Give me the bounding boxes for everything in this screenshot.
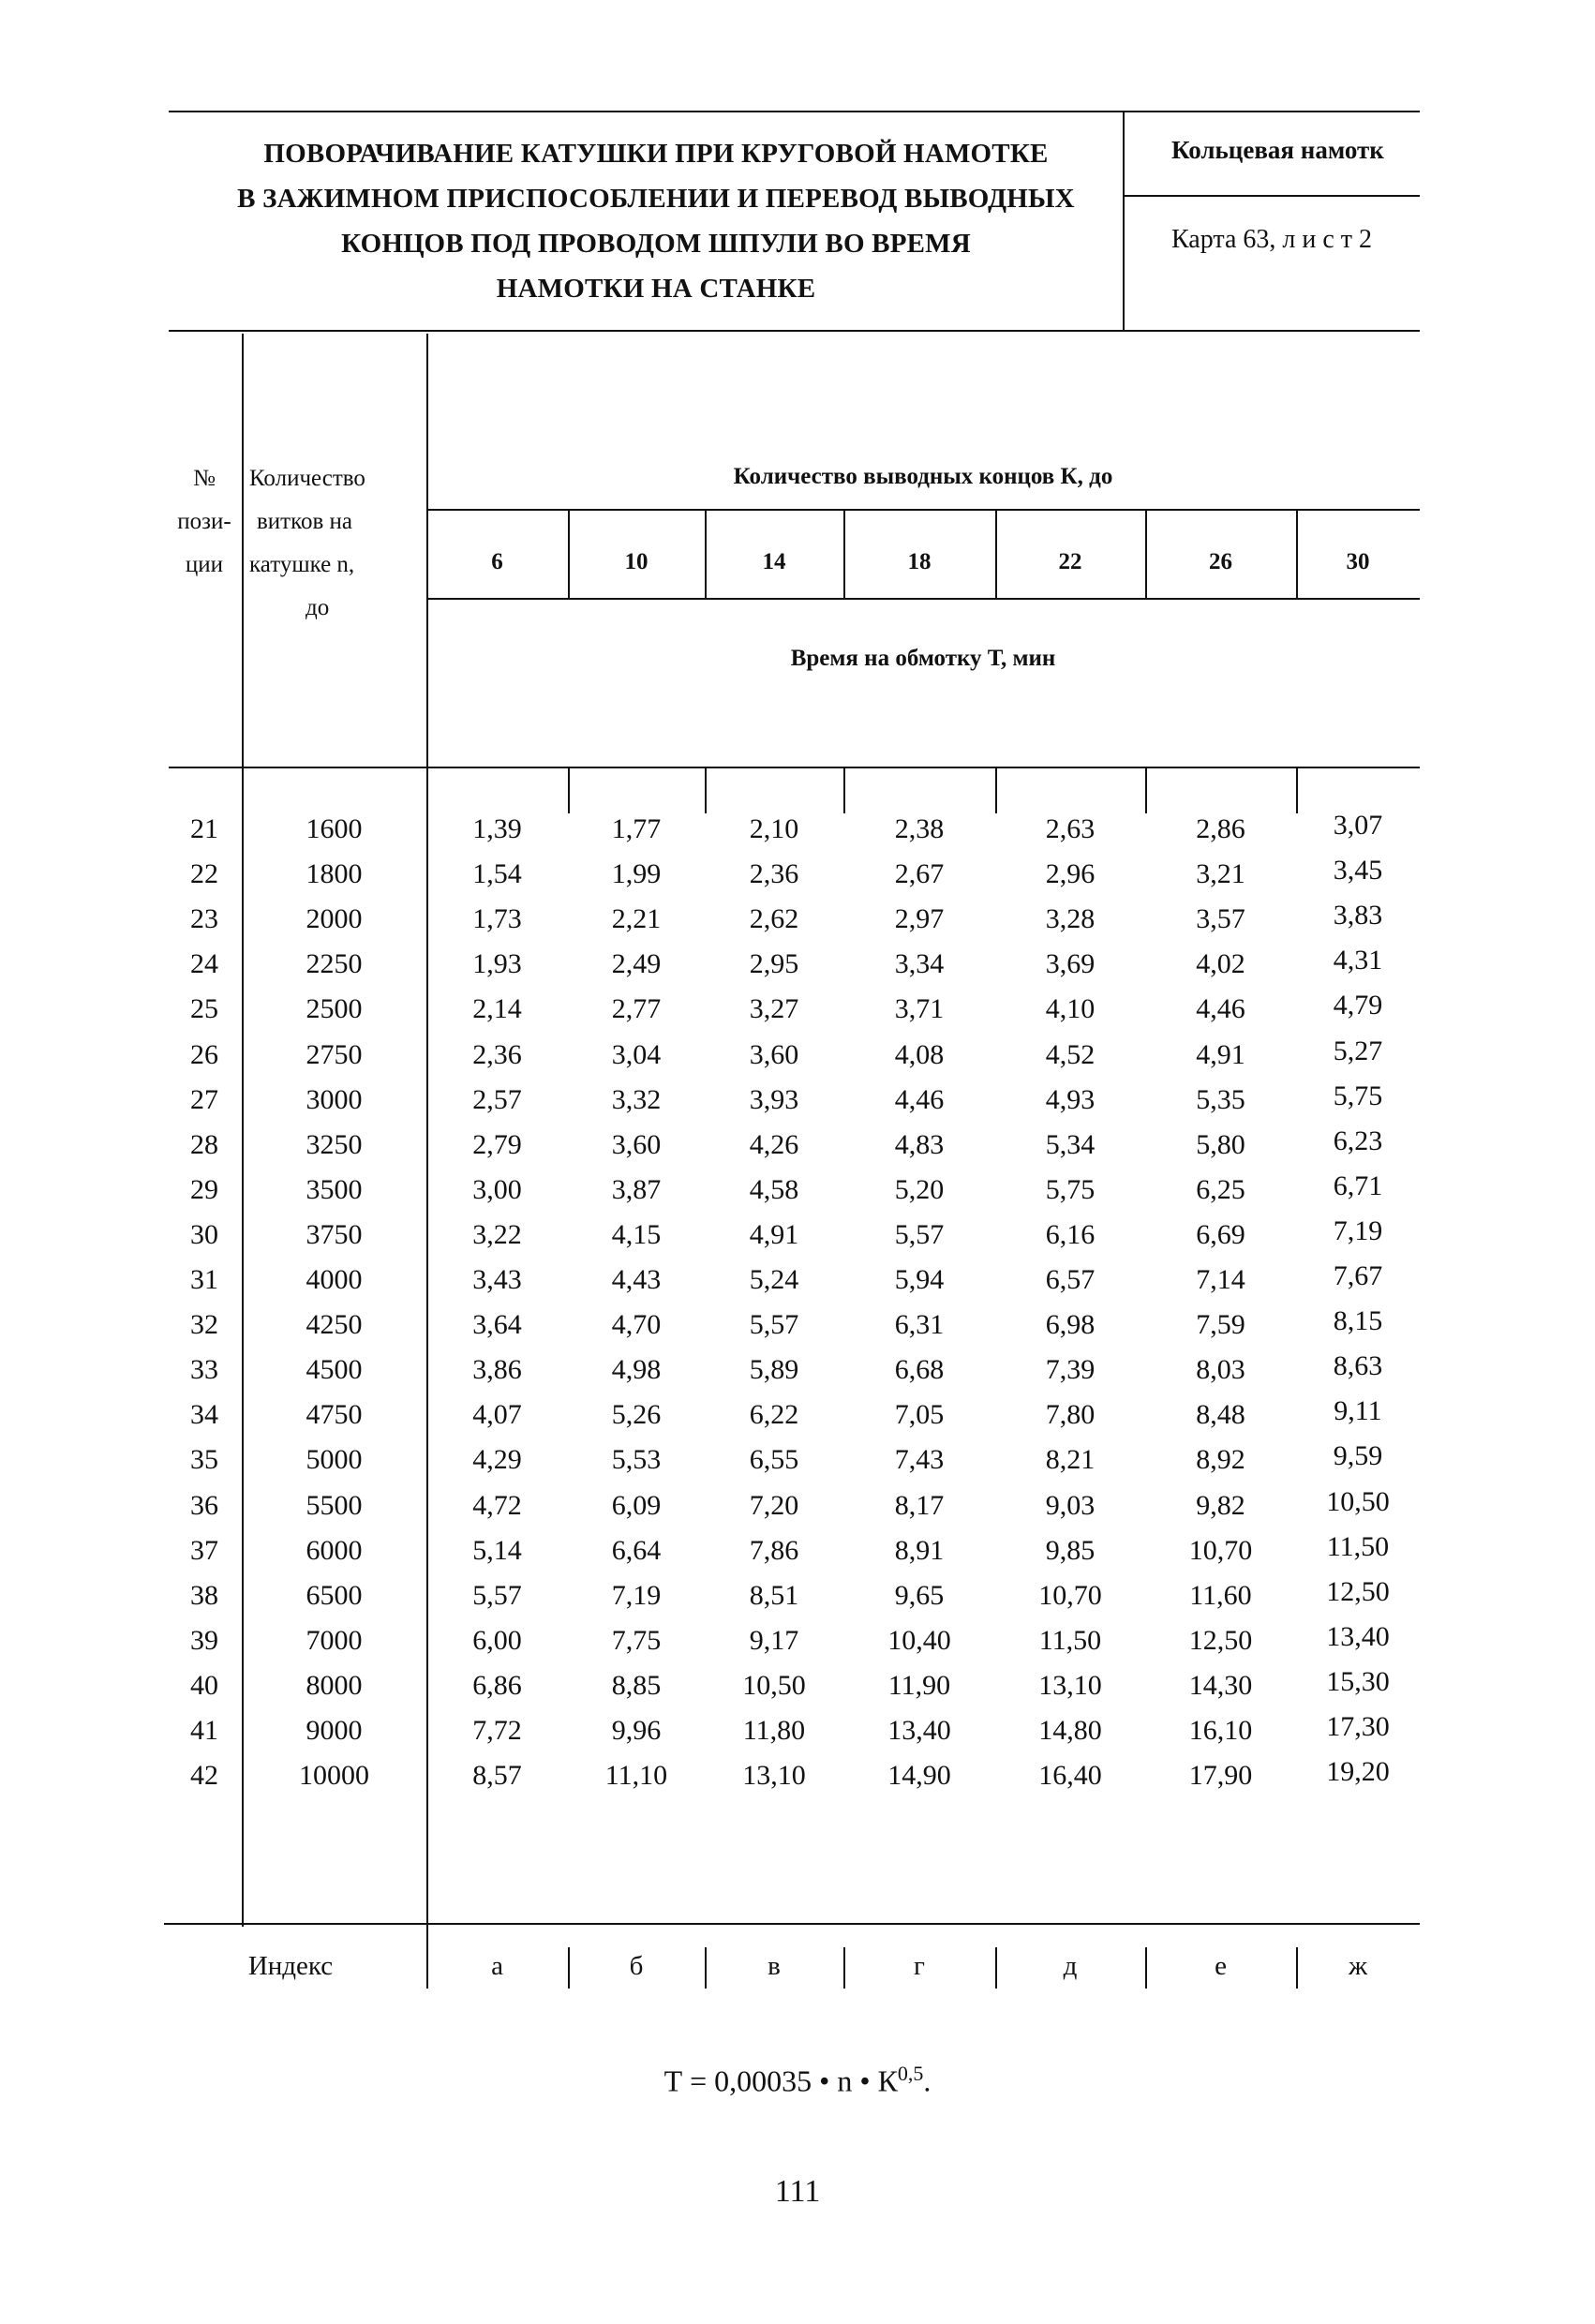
header-bottom-rule xyxy=(169,330,1420,332)
time-cell: 6,71 xyxy=(1333,1169,1383,1201)
time-cell: 3,86 xyxy=(472,1354,522,1386)
formula xyxy=(0,2062,1595,2099)
time-cell: 5,35 xyxy=(1196,1083,1245,1115)
header-text: № xyxy=(193,466,216,491)
body-col-separator xyxy=(1296,767,1298,813)
position-cell: 40 xyxy=(190,1669,218,1701)
index-col-separator xyxy=(1145,1947,1147,1989)
position-cell: 38 xyxy=(190,1579,218,1611)
time-cell: 1,73 xyxy=(472,903,522,935)
turns-cell: 8000 xyxy=(306,1669,363,1701)
time-cell: 5,75 xyxy=(1045,1173,1096,1205)
category-label: Кольцевая намотк xyxy=(1171,136,1384,164)
position-cell: 33 xyxy=(190,1354,218,1386)
time-cell: 8,03 xyxy=(1196,1354,1245,1386)
time-cell: 9,11 xyxy=(1334,1395,1382,1427)
turns-cell: 3000 xyxy=(306,1083,363,1115)
position-cell: 27 xyxy=(190,1083,218,1115)
time-cell: 6,31 xyxy=(894,1309,945,1341)
time-cell: 4,07 xyxy=(472,1399,522,1431)
time-cell: 6,16 xyxy=(1045,1218,1096,1250)
time-cell: 12,50 xyxy=(1188,1624,1253,1656)
time-cell: 8,92 xyxy=(1196,1444,1245,1476)
time-cell: 3,64 xyxy=(472,1309,522,1341)
header-text: Количество xyxy=(249,466,365,491)
turns-cell: 6000 xyxy=(306,1534,363,1566)
time-cell: 10,70 xyxy=(1038,1579,1102,1611)
time-cell: 2,95 xyxy=(749,948,799,980)
time-cell: 13,40 xyxy=(1326,1620,1390,1652)
body-col-separator xyxy=(1145,767,1147,813)
time-cell: 5,14 xyxy=(472,1534,522,1566)
time-cell: 10,50 xyxy=(1326,1485,1390,1517)
k-col-separator xyxy=(995,509,997,598)
time-cell: 8,63 xyxy=(1333,1350,1383,1382)
time-cell: 6,69 xyxy=(1196,1218,1245,1250)
time-cell: 5,34 xyxy=(1045,1128,1096,1160)
time-cell: 11,60 xyxy=(1189,1579,1252,1611)
time-cell: 2,63 xyxy=(1045,813,1096,844)
turns-cell: 6500 xyxy=(306,1579,363,1611)
time-cell: 9,82 xyxy=(1196,1489,1245,1521)
index-col-separator xyxy=(995,1947,997,1989)
turns-cell: 1600 xyxy=(306,813,363,844)
title-line: В ЗАЖИМНОМ ПРИСПОСОБЛЕНИИ И ПЕРЕВОД ВЫВОДНЫХ xyxy=(237,184,1075,214)
time-cell: 8,85 xyxy=(611,1669,662,1701)
time-cell: 4,43 xyxy=(611,1264,662,1295)
time-cell: 3,60 xyxy=(611,1128,662,1160)
time-cell: 5,27 xyxy=(1333,1035,1383,1066)
time-cell: 15,30 xyxy=(1326,1665,1390,1697)
position-column-header xyxy=(167,457,242,587)
time-cell: 7,86 xyxy=(749,1534,799,1566)
time-cell: 7,59 xyxy=(1196,1309,1245,1341)
time-cell: 4,58 xyxy=(749,1173,799,1205)
position-cell: 23 xyxy=(190,903,218,935)
time-cell: 14,80 xyxy=(1038,1715,1102,1746)
index-cell: ж xyxy=(1348,1951,1368,1981)
document-title xyxy=(216,131,1096,311)
time-cell: 5,57 xyxy=(749,1309,799,1341)
index-cell: а xyxy=(491,1951,503,1981)
time-cell: 5,26 xyxy=(611,1399,662,1431)
turns-cell: 7000 xyxy=(306,1624,363,1656)
title-line: НАМОТКИ НА СТАНКЕ xyxy=(496,274,816,304)
time-cell: 11,80 xyxy=(742,1715,806,1746)
time-cell: 4,93 xyxy=(1045,1083,1096,1115)
time-cell: 6,23 xyxy=(1333,1125,1383,1156)
time-cell: 2,96 xyxy=(1045,858,1096,890)
time-cell: 4,10 xyxy=(1045,993,1096,1025)
time-cell: 7,75 xyxy=(611,1624,662,1656)
time-cell: 4,98 xyxy=(611,1354,662,1386)
time-cell: 12,50 xyxy=(1326,1575,1390,1607)
time-cell: 4,83 xyxy=(894,1128,945,1160)
time-cell: 4,31 xyxy=(1333,945,1383,976)
time-cell: 17,90 xyxy=(1188,1760,1253,1792)
turns-cell: 2000 xyxy=(306,903,363,935)
time-cell: 13,40 xyxy=(887,1715,951,1746)
time-cell: 3,43 xyxy=(472,1264,522,1295)
index-row-rule xyxy=(164,1923,1420,1925)
time-cell: 11,10 xyxy=(604,1760,668,1792)
position-cell: 42 xyxy=(190,1760,218,1792)
turns-cell: 2500 xyxy=(306,993,363,1025)
time-cell: 3,93 xyxy=(749,1083,799,1115)
time-cell: 3,00 xyxy=(472,1173,522,1205)
time-cell: 3,32 xyxy=(611,1083,662,1115)
time-cell: 3,22 xyxy=(472,1218,522,1250)
time-cell: 1,77 xyxy=(611,813,662,844)
title-line: ПОВОРАЧИВАНИЕ КАТУШКИ ПРИ КРУГОВОЙ НАМОТКЕ xyxy=(263,139,1049,169)
position-cell: 34 xyxy=(190,1399,218,1431)
time-cell: 5,20 xyxy=(894,1173,945,1205)
index-label: Индекс xyxy=(247,1951,334,1981)
time-cell: 7,20 xyxy=(749,1489,799,1521)
time-cell: 3,60 xyxy=(749,1038,799,1070)
time-cell: 3,34 xyxy=(894,948,945,980)
time-cell: 10,50 xyxy=(742,1669,806,1701)
time-cell: 4,08 xyxy=(894,1038,945,1070)
position-cell: 39 xyxy=(190,1624,218,1656)
time-cell: 10,40 xyxy=(887,1624,951,1656)
turns-cell: 3250 xyxy=(306,1128,363,1160)
time-cell: 2,86 xyxy=(1196,813,1245,844)
index-cell: в xyxy=(768,1951,781,1981)
k-col-separator xyxy=(568,509,570,598)
time-cell: 8,15 xyxy=(1333,1305,1383,1337)
time-cell: 4,29 xyxy=(472,1444,522,1476)
time-cell: 7,14 xyxy=(1196,1264,1245,1295)
k-value-header: 6 xyxy=(491,549,503,574)
time-cell: 11,90 xyxy=(887,1669,951,1701)
index-cell: г xyxy=(914,1951,925,1981)
time-cell: 7,72 xyxy=(472,1715,522,1746)
time-cell: 4,91 xyxy=(749,1218,799,1250)
time-cell: 8,21 xyxy=(1045,1444,1096,1476)
formula-text: Т = 0,00035 • n • К xyxy=(663,2063,898,2098)
time-cell: 4,26 xyxy=(749,1128,799,1160)
group-rule xyxy=(426,509,1420,511)
time-cell: 6,25 xyxy=(1196,1173,1245,1205)
time-cell: 6,22 xyxy=(749,1399,799,1431)
time-cell: 6,00 xyxy=(472,1624,522,1656)
time-cell: 5,53 xyxy=(611,1444,662,1476)
time-cell: 4,15 xyxy=(611,1218,662,1250)
time-cell: 3,45 xyxy=(1333,855,1383,886)
header-text: до xyxy=(306,595,330,620)
time-cell: 4,70 xyxy=(611,1309,662,1341)
index-cell: д xyxy=(1063,1951,1078,1981)
time-cell: 7,05 xyxy=(894,1399,945,1431)
time-cell: 13,10 xyxy=(1038,1669,1102,1701)
position-cell: 26 xyxy=(190,1038,218,1070)
header-text: катушке n, xyxy=(249,552,355,577)
formula-suffix: . xyxy=(923,2063,932,2098)
time-cell: 14,90 xyxy=(887,1760,951,1792)
time-cell: 9,03 xyxy=(1045,1489,1096,1521)
turns-cell: 2750 xyxy=(306,1038,363,1070)
body-col-separator xyxy=(568,767,570,813)
body-col-separator xyxy=(995,767,997,813)
turns-cell: 4750 xyxy=(306,1399,363,1431)
time-cell: 6,57 xyxy=(1045,1264,1096,1295)
turns-cell: 5500 xyxy=(306,1489,363,1521)
time-cell: 11,50 xyxy=(1038,1624,1102,1656)
turns-cell: 4250 xyxy=(306,1309,363,1341)
time-cell: 7,39 xyxy=(1045,1354,1096,1386)
card-number: Карта 63, л и с т 2 xyxy=(1171,225,1372,254)
time-cell: 2,62 xyxy=(749,903,799,935)
time-cell: 6,55 xyxy=(749,1444,799,1476)
time-cell: 2,97 xyxy=(894,903,945,935)
index-col-separator xyxy=(426,1947,428,1989)
turns-cell: 3500 xyxy=(306,1173,363,1205)
body-col-separator xyxy=(843,767,845,813)
index-col-separator xyxy=(705,1947,707,1989)
time-cell: 2,77 xyxy=(611,993,662,1025)
time-cell: 4,79 xyxy=(1333,990,1383,1021)
position-cell: 31 xyxy=(190,1264,218,1295)
time-cell: 4,46 xyxy=(894,1083,945,1115)
time-cell: 7,67 xyxy=(1333,1260,1383,1291)
k-col-separator xyxy=(705,509,707,598)
time-cell: 8,48 xyxy=(1196,1399,1245,1431)
time-cell: 8,51 xyxy=(749,1579,799,1611)
time-cell: 9,85 xyxy=(1045,1534,1096,1566)
header-divider xyxy=(1123,111,1125,332)
time-cell: 4,52 xyxy=(1045,1038,1096,1070)
time-cell: 3,83 xyxy=(1333,900,1383,931)
time-cell: 3,87 xyxy=(611,1173,662,1205)
header-right-divider xyxy=(1123,195,1420,197)
k-values-rule xyxy=(426,598,1420,600)
time-cell: 1,99 xyxy=(611,858,662,890)
time-cell: 10,70 xyxy=(1188,1534,1253,1566)
k-col-separator xyxy=(1145,509,1147,598)
time-cell: 16,10 xyxy=(1188,1715,1253,1746)
k-value-header: 22 xyxy=(1058,549,1082,574)
position-cell: 37 xyxy=(190,1534,218,1566)
time-cell: 3,71 xyxy=(894,993,945,1025)
formula-exponent: 0,5 xyxy=(897,2062,924,2085)
turns-column-header xyxy=(249,457,423,630)
index-col-separator xyxy=(1296,1947,1298,1989)
title-line: КОНЦОВ ПОД ПРОВОДОМ ШПУЛИ ВО ВРЕМЯ xyxy=(341,229,971,259)
group-header: Количество выводных концов К, до xyxy=(733,464,1113,489)
turns-cell: 2250 xyxy=(306,948,363,980)
time-cell: 8,17 xyxy=(894,1489,945,1521)
time-cell: 6,09 xyxy=(611,1489,662,1521)
k-value-header: 18 xyxy=(907,549,932,574)
turns-cell: 4500 xyxy=(306,1354,363,1386)
time-cell: 19,20 xyxy=(1326,1756,1390,1788)
time-cell: 6,98 xyxy=(1045,1309,1096,1341)
time-cell: 4,02 xyxy=(1196,948,1245,980)
time-cell: 7,19 xyxy=(1333,1214,1383,1246)
table-header-bottom-rule xyxy=(169,767,1420,768)
time-cell: 17,30 xyxy=(1326,1711,1390,1742)
time-cell: 9,59 xyxy=(1333,1440,1383,1472)
turns-cell: 3750 xyxy=(306,1218,363,1250)
position-cell: 22 xyxy=(190,858,218,890)
time-cell: 2,36 xyxy=(472,1038,522,1070)
time-cell: 2,79 xyxy=(472,1128,522,1160)
time-cell: 5,24 xyxy=(749,1264,799,1295)
time-cell: 5,89 xyxy=(749,1354,799,1386)
time-cell: 5,94 xyxy=(894,1264,945,1295)
time-cell: 3,27 xyxy=(749,993,799,1025)
time-cell: 8,91 xyxy=(894,1534,945,1566)
time-cell: 6,86 xyxy=(472,1669,522,1701)
k-col-separator xyxy=(1296,509,1298,598)
time-cell: 3,04 xyxy=(611,1038,662,1070)
time-cell: 1,39 xyxy=(472,813,522,844)
time-cell: 3,21 xyxy=(1196,858,1245,890)
index-cell: б xyxy=(629,1951,644,1981)
time-cell: 7,80 xyxy=(1045,1399,1096,1431)
time-cell: 7,43 xyxy=(894,1444,945,1476)
time-cell: 4,91 xyxy=(1196,1038,1245,1070)
k-value-header: 10 xyxy=(624,549,648,574)
time-cell: 4,46 xyxy=(1196,993,1245,1025)
turns-cell: 4000 xyxy=(306,1264,363,1295)
header-text: витков на xyxy=(257,509,353,534)
time-cell: 3,57 xyxy=(1196,903,1245,935)
index-col-separator xyxy=(568,1947,570,1989)
time-cell: 2,10 xyxy=(749,813,799,844)
time-cell: 2,49 xyxy=(611,948,662,980)
time-cell: 9,65 xyxy=(894,1579,945,1611)
time-cell: 5,80 xyxy=(1196,1128,1245,1160)
position-cell: 41 xyxy=(190,1715,218,1746)
header-top-rule xyxy=(169,111,1420,112)
time-cell: 5,57 xyxy=(472,1579,522,1611)
time-header: Время на обмотку Т, мин xyxy=(790,646,1056,671)
position-cell: 24 xyxy=(190,948,218,980)
index-col-separator xyxy=(843,1947,845,1989)
k-value-header: 14 xyxy=(762,549,786,574)
position-cell: 25 xyxy=(190,993,218,1025)
header-text: пози- xyxy=(177,509,231,534)
time-cell: 4,72 xyxy=(472,1489,522,1521)
time-cell: 16,40 xyxy=(1038,1760,1102,1792)
time-cell: 1,54 xyxy=(472,858,522,890)
time-cell: 7,19 xyxy=(611,1579,662,1611)
time-cell: 13,10 xyxy=(742,1760,806,1792)
time-cell: 3,07 xyxy=(1333,810,1383,841)
position-cell: 29 xyxy=(190,1173,218,1205)
time-cell: 2,21 xyxy=(611,903,662,935)
time-cell: 2,67 xyxy=(894,858,945,890)
time-cell: 9,96 xyxy=(611,1715,662,1746)
header-text: ции xyxy=(185,552,224,577)
turns-cell: 1800 xyxy=(306,858,363,890)
k-value-header: 30 xyxy=(1346,549,1370,574)
time-cell: 11,50 xyxy=(1326,1530,1390,1562)
time-cell: 1,93 xyxy=(472,948,522,980)
turns-cell: 9000 xyxy=(306,1715,363,1746)
time-cell: 2,38 xyxy=(894,813,945,844)
time-cell: 2,14 xyxy=(472,993,522,1025)
turns-cell: 10000 xyxy=(299,1760,369,1792)
position-cell: 32 xyxy=(190,1309,218,1341)
page-number: 111 xyxy=(774,2174,821,2209)
time-cell: 14,30 xyxy=(1188,1669,1253,1701)
position-cell: 28 xyxy=(190,1128,218,1160)
body-col-separator xyxy=(705,767,707,813)
position-cell: 35 xyxy=(190,1444,218,1476)
time-cell: 5,57 xyxy=(894,1218,945,1250)
time-cell: 2,36 xyxy=(749,858,799,890)
time-cell: 8,57 xyxy=(472,1760,522,1792)
time-cell: 2,57 xyxy=(472,1083,522,1115)
time-cell: 3,28 xyxy=(1045,903,1096,935)
time-cell: 6,68 xyxy=(894,1354,945,1386)
time-cell: 9,17 xyxy=(749,1624,799,1656)
turns-cell: 5000 xyxy=(306,1444,363,1476)
time-cell: 5,75 xyxy=(1333,1080,1383,1111)
position-cell: 21 xyxy=(190,813,218,844)
position-cell: 30 xyxy=(190,1218,218,1250)
k-value-header: 26 xyxy=(1209,549,1232,574)
time-cell: 6,64 xyxy=(611,1534,662,1566)
position-cell: 36 xyxy=(190,1489,218,1521)
index-cell: е xyxy=(1215,1951,1227,1981)
time-cell: 3,69 xyxy=(1045,948,1096,980)
k-col-separator xyxy=(843,509,845,598)
